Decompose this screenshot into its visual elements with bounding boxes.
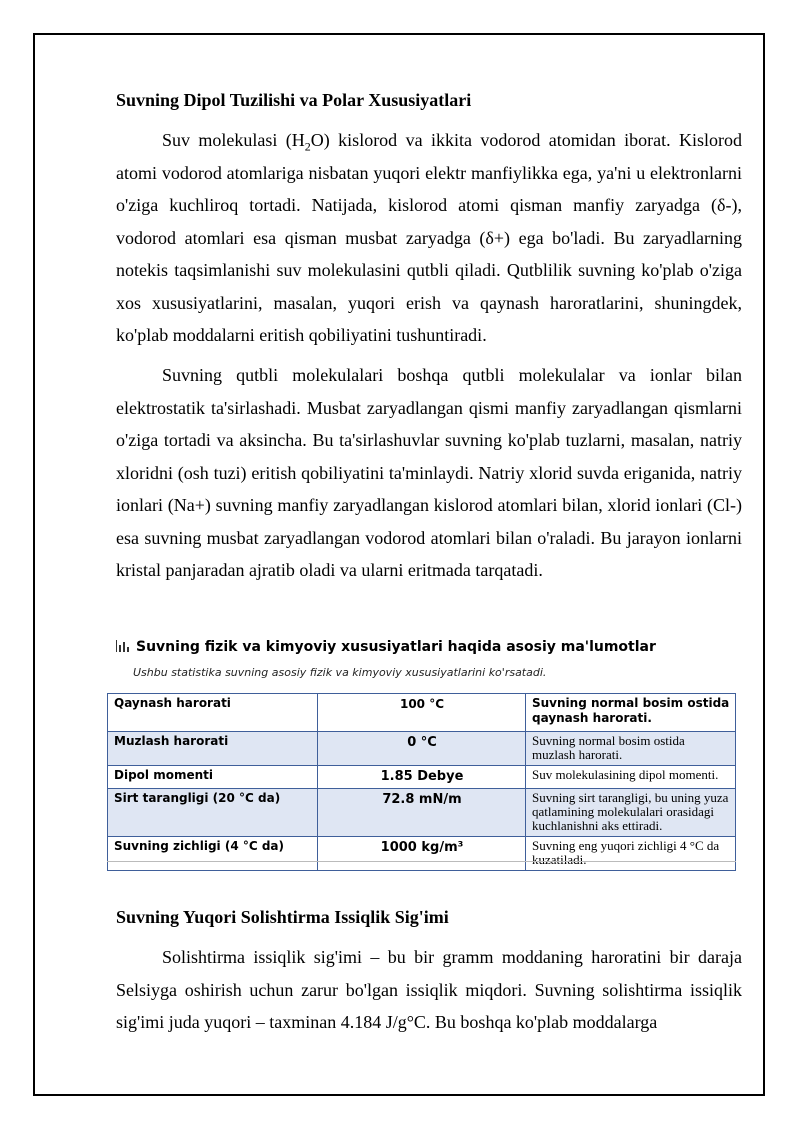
property-cell: Suvning zichligi (4 °C da) <box>108 837 318 871</box>
note-cell: Suv molekulasining dipol momenti. <box>526 766 736 789</box>
table-title <box>116 637 756 657</box>
paragraph-text-start: Suv molekulasi (H <box>162 130 305 150</box>
table-subtitle: Ushbu statistika suvning asosiy fizik va kimyoviy xususiyatlarini ko'rsatadi. <box>133 666 547 679</box>
table-row <box>108 694 736 732</box>
table-bottom-rule <box>107 861 736 862</box>
paragraph-water-molecule <box>116 124 742 352</box>
section-heading-dipole: Suvning Dipol Tuzilishi va Polar Xususiyatlari <box>116 90 472 110</box>
table-row <box>108 766 736 789</box>
value-cell: 72.8 mN/m <box>318 789 526 837</box>
table-row <box>108 732 736 766</box>
table-row <box>108 837 736 871</box>
paragraph-polar-interactions: Suvning qutbli molekulalari boshqa qutbli molekulalar va ionlar bilan elektrostatik ta'sirlashadi. Musbat zaryadlangan qismi manfiy zaryadlangan qismlarni o'ziga tortadi va aksincha. Bu ta'sirlashuvlar suvning ko'plab tuzlarni, masalan, natriy xloridni (osh tuzi) eritish qobiliyatini ta'minlaydi. Natriy xlorid suvda eriganida, natriy ionlari (Na+) suvning manfiy zaryadlangan kislorod atomlari bilan, xlorid ionlari (Cl-) esa suvning musbat zaryadlangan vodorod atomlari bilan o'raladi. Bu jarayon ionlarni kristal panjaradan ajratib oladi va ularni eritmada tarqatadi. <box>116 365 742 580</box>
bar-chart-icon <box>116 640 130 652</box>
property-cell: Qaynash harorati <box>108 694 318 732</box>
table-row <box>108 789 736 837</box>
note-cell: Suvning normal bosim ostida qaynash harorati. <box>526 694 736 732</box>
property-cell: Dipol momenti <box>108 766 318 789</box>
value-cell: 1000 kg/m³ <box>318 837 526 871</box>
value-cell: 1.85 Debye <box>318 766 526 789</box>
value-cell: 0 °C <box>318 732 526 766</box>
subscript-two: 2 <box>304 139 311 154</box>
properties-table <box>107 693 736 871</box>
paragraph-heat-capacity: Solishtirma issiqlik sig'imi – bu bir gramm moddaning haroratini bir daraja Selsiyga oshirish uchun zarur bo'lgan issiqlik miqdori. Suvning solishtirma issiqlik sig'imi juda yuqori – taxminan 4.184 J/g°C. Bu boshqa ko'plab moddalarga <box>116 947 742 1032</box>
property-cell: Muzlash harorati <box>108 732 318 766</box>
note-cell: Suvning sirt tarangligi, bu uning yuza qatlamining molekulalari orasidagi kuchlanishni aks ettiradi. <box>526 789 736 837</box>
section-heading-heat-capacity: Suvning Yuqori Solishtirma Issiqlik Sig'imi <box>116 907 449 927</box>
property-cell: Sirt tarangligi (20 °C da) <box>108 789 318 837</box>
paragraph-text-rest: O) kislorod va ikkita vodorod atomidan iborat. Kislorod atomi vodorod atomlariga nisbatan yuqori elektr manfiylikka ega, ya'ni u elektronlarni o'ziga kuchliroq tortadi. Natijada, kislorod atomi qisman manfiy zaryadga (δ-), vodorod atomlari esa qisman musbat zaryadga (δ+) ega bo'ladi. Bu zaryadlarning notekis taqsimlanishi suv molekulasini qutbli qiladi. Qutblilik suvning ko'plab o'ziga xos xususiyatlarini, masalan, yuqori erish va qaynash haroratlarini, shuningdek, ko'plab moddalarni eritish qobiliyatini tushuntiradi. <box>116 130 743 345</box>
table-title-text: Suvning fizik va kimyoviy xususiyatlari haqida asosiy ma'lumotlar <box>136 639 656 655</box>
note-cell: Suvning eng yuqori zichligi 4 °C da kuzatiladi. <box>526 837 736 871</box>
value-cell: 100 °C <box>318 694 526 732</box>
note-cell: Suvning normal bosim ostida muzlash harorati. <box>526 732 736 766</box>
